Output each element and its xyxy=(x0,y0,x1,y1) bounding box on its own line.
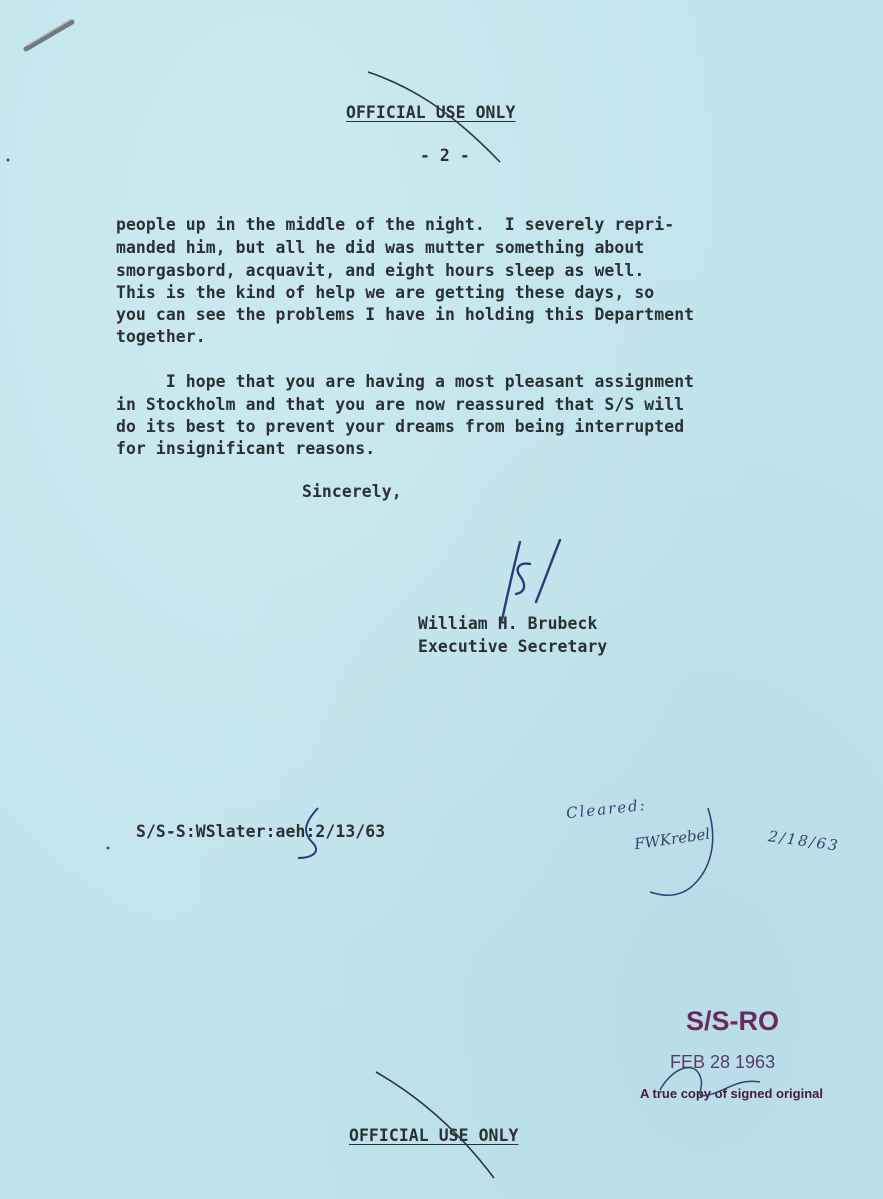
text-line: This is the kind of help we are getting these days, so xyxy=(116,283,655,302)
text-line: for insignificant reasons. xyxy=(116,439,376,458)
cleared-by: FWKrebel xyxy=(633,824,712,854)
header-classification: OFFICIAL USE ONLY xyxy=(346,103,516,122)
text-line: smorgasbord, acquavit, and eight hours sleep as well. xyxy=(116,261,645,280)
stamp-date: FEB 28 1963 xyxy=(670,1052,776,1072)
signer-name: William H. Brubeck xyxy=(418,614,598,633)
text-line: manded him, but all he did was mutter something about xyxy=(116,238,645,257)
text-line: in Stockholm and that you are now reassured that S/S will xyxy=(116,395,685,414)
staple-mark xyxy=(26,22,72,49)
text-line: you can see the problems I have in holding this Department xyxy=(116,305,695,324)
text-line: together. xyxy=(116,327,206,346)
stamp-office: S/S-RO xyxy=(686,1006,780,1036)
footer-classification: OFFICIAL USE ONLY xyxy=(349,1126,519,1145)
signer-title: Executive Secretary xyxy=(418,637,608,656)
text-line: people up in the middle of the night. I severely repri- xyxy=(116,215,675,234)
stamp-note: A true copy of signed original xyxy=(640,1086,823,1101)
signature-mark xyxy=(490,536,570,626)
text-line: I hope that you are having a most pleasant assignment xyxy=(116,372,695,391)
signature-s-slash-icon xyxy=(490,536,570,626)
drafting-line: S/S-S:WSlater:aeh:2/13/63 xyxy=(136,822,386,841)
clearance-flourish xyxy=(650,808,713,895)
footer-strike-stroke xyxy=(376,1072,494,1178)
page-number: - 2 - xyxy=(420,146,470,165)
cleared-date: 2/18/63 xyxy=(767,827,841,855)
text-line: do its best to prevent your dreams from being interrupted xyxy=(116,417,685,436)
letter-closing: Sincerely, xyxy=(302,482,402,501)
cleared-label: Cleared: xyxy=(565,795,648,823)
